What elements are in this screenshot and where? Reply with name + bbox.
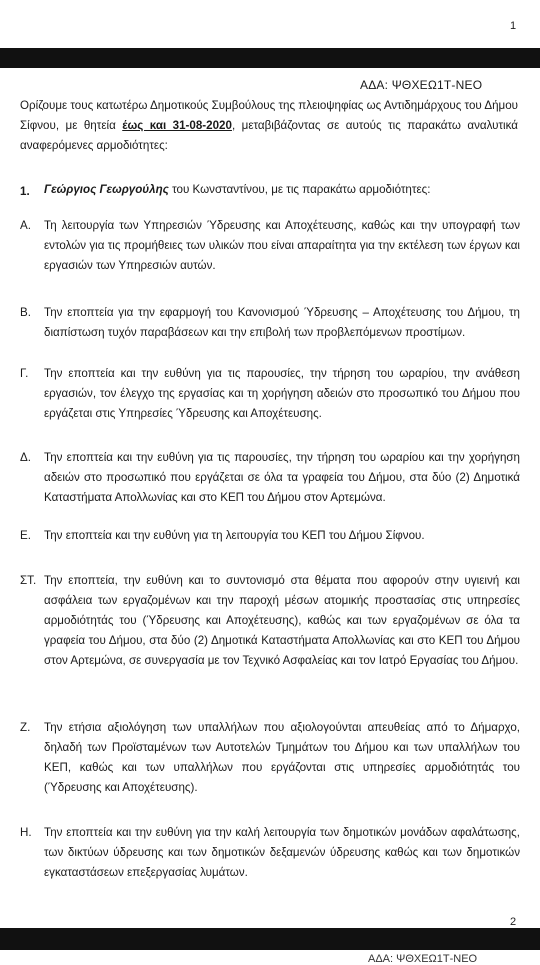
person-number: 1. <box>20 185 30 198</box>
person-rest: του Κωνσταντίνου, με τις παρακάτω αρμοδιότητες: <box>168 183 431 196</box>
duty-text: Την εποπτεία για την εφαρμογή του Κανονισμού Ύδρευσης – Αποχέτευσης του Δήμου, τη διαπίστωση τυχόν παραβάσεων και την επιβολή των προβλεπόμενων προστίμων. <box>44 306 520 339</box>
duty-item-st <box>20 571 520 671</box>
duty-text: Την ετήσια αξιολόγηση των υπαλλήλων που αξιολογούνται απευθείας από το Δήμαρχο, δηλαδή των Προϊσταμένων των Αυτοτελών Τμημάτων του Δήμου και των υπαλλήλων του ΚΕΠ, καθώς και των υπαλλήλων που εργάζονται στις υπηρεσίες αρμοδιότητάς του (Ύδρευσης και Αποχέτευσης). <box>44 721 520 794</box>
intro-text-end: , μεταβιβάζοντας σε αυτούς τις παρακάτω αναλυτικά αναφερόμενες αρμοδιότητες: <box>20 119 518 152</box>
duty-marker: ΣΤ. <box>20 574 37 587</box>
person-name: Γεώργιος Γεωργούλης <box>44 183 169 196</box>
duty-item-c <box>20 364 520 424</box>
duty-text: Τη λειτουργία των Υπηρεσιών Ύδρευσης και Αποχέτευσης, καθώς και την υπογραφή των εντολών για τις προμήθειες των υλικών που είναι απαραίτητα για την εκτέλεση των έργων και εργασιών των Υπηρεσιών αυτών. <box>44 219 520 272</box>
ada-code-next-page: ΑΔΑ: ΨΘΧΕΩ1Τ-ΝΕΟ <box>368 953 478 965</box>
page-number-top: 1 <box>510 20 517 32</box>
duty-item-e <box>20 526 520 546</box>
intro-text-start: Ορίζουμε τους κατωτέρω Δημοτικούς Συμβούλους της πλειοψηφίας ως Αντιδημάρχους του Δήμου Σίφνου, με θητεία <box>20 99 518 132</box>
duty-item-z <box>20 718 520 798</box>
term-date: έως και 31-08-2020 <box>122 119 232 132</box>
page-separator-top <box>0 48 540 68</box>
duty-marker: Β. <box>20 306 31 319</box>
ada-code: ΑΔΑ: ΨΘΧΕΩ1Τ-ΝΕΟ <box>360 78 483 92</box>
duty-text: Την εποπτεία, την ευθύνη και το συντονισμό στα θέματα που αφορούν στην υγιεινή και ασφάλεια των εργαζομένων και την παροχή μέσων ατομικής προστασίας στις υπηρεσίες αρμοδιότητάς του (Ύδρευσης και Αποχέτευσης), καθώς και των εργαζομένων σε όλα τα γραφεία του Δήμου, στα δύο (2) Δημοτικά Καταστήματα Απολλωνίας και στο ΚΕΠ του Δήμου στον Αρτεμώνα, σε συνεργασία με τον Τεχνικό Ασφαλείας και τον Ιατρό Εργασίας του Δήμου. <box>44 574 520 667</box>
page-separator-bottom <box>0 928 540 950</box>
duty-text: Την εποπτεία και την ευθύνη για την καλή λειτουργία των δημοτικών μονάδων αφαλάτωσης, των δικτύων ύδρευσης και των δημοτικών δεξαμενών ύδρευσης καθώς και των δημοτικών εγκαταστάσεων επεξεργασίας λυμάτων. <box>44 826 520 879</box>
duty-marker: Ε. <box>20 529 31 542</box>
duty-text: Την εποπτεία και την ευθύνη για τις παρουσίες, την τήρηση του ωραρίου, την ανάθεση εργασιών, τον έλεγχο της εργασίας και τη χορήγηση αδειών στο προσωπικό του Δήμου που εργάζεται στις Υπηρεσίες Ύδρευσης και Αποχέτευσης. <box>44 367 520 420</box>
duty-item-d <box>20 448 520 508</box>
duty-text: Την εποπτεία και την ευθύνη για τη λειτουργία του ΚΕΠ του Δήμου Σίφνου. <box>44 529 425 542</box>
person-heading <box>20 180 520 200</box>
page-number-bottom: 2 <box>510 916 517 928</box>
duty-item-h <box>20 823 520 883</box>
duty-text: Την εποπτεία και την ευθύνη για τις παρουσίες, την τήρηση του ωραρίου και την χορήγηση αδειών στο προσωπικό που εργάζεται σε όλα τα γραφεία του Δήμου, στα δύο (2) Δημοτικά Καταστήματα Απολλωνίας και στο ΚΕΠ του Δήμου στον Αρτεμώνα. <box>44 451 520 504</box>
duty-item-a <box>20 216 520 276</box>
duty-marker: Γ. <box>20 367 29 380</box>
duty-marker: Η. <box>20 826 32 839</box>
duty-marker: Α. <box>20 219 31 232</box>
duty-marker: Δ. <box>20 451 31 464</box>
intro-paragraph <box>20 96 518 156</box>
duty-marker: Ζ. <box>20 721 31 734</box>
duty-item-b <box>20 303 520 343</box>
